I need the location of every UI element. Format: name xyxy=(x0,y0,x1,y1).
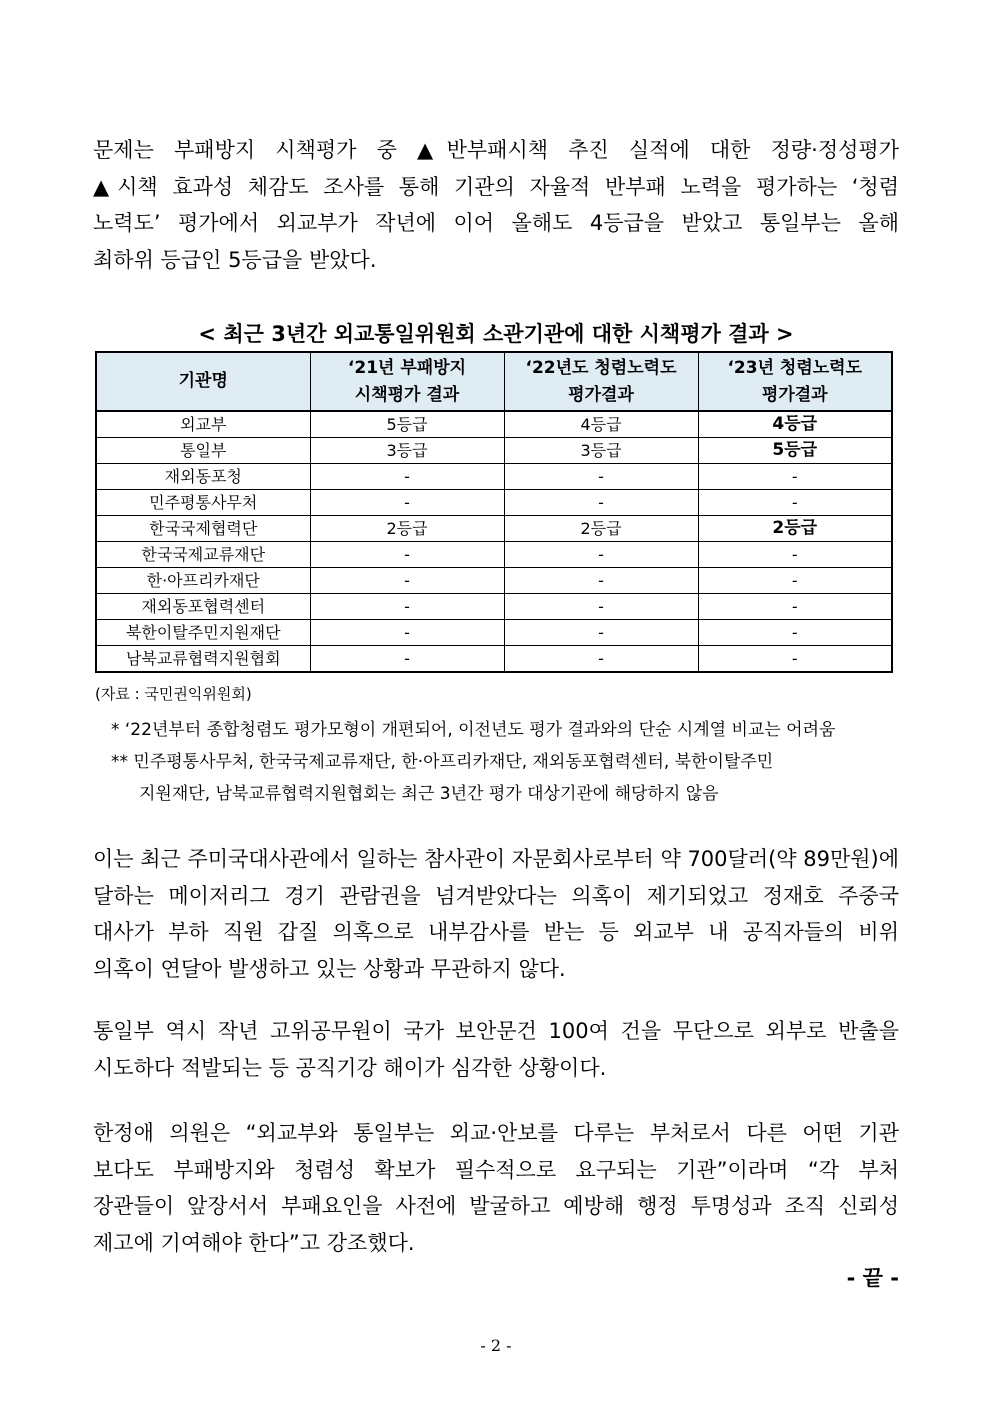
cell-2021: - xyxy=(310,646,504,673)
paragraph-1-line: ▲시책 효과성 체감도 조사를 통해 기관의 자율적 반부패 노력을 평가하는 ‘청렴 xyxy=(93,174,899,199)
table-row xyxy=(96,516,892,542)
cell-institution: 통일부 xyxy=(96,438,310,464)
paragraph-4-line: 한정애 의원은 “외교부와 통일부는 외교·안보를 다루는 부처로서 다른 어떤 기관 xyxy=(93,1121,899,1145)
cell-2023: 2등급 xyxy=(698,516,892,542)
table-row xyxy=(96,594,892,620)
cell-2021: - xyxy=(310,490,504,516)
table-note-2-line2: 지원재단, 남북교류협력지원협회는 최근 3년간 평가 대상기관에 해당하지 않음 xyxy=(139,784,719,804)
paragraph-1 xyxy=(93,132,899,278)
table-row xyxy=(96,438,892,464)
cell-2022: - xyxy=(504,490,698,516)
table-source: (자료 : 국민권익위원회) xyxy=(95,685,252,703)
paragraph-4-line: 장관들이 앞장서서 부패요인을 사전에 발굴하고 예방해 행정 투명성과 조직 신뢰성 xyxy=(93,1194,899,1218)
cell-2023: 4등급 xyxy=(698,411,892,438)
table-row xyxy=(96,620,892,646)
table-row xyxy=(96,542,892,568)
cell-2022: 3등급 xyxy=(504,438,698,464)
header-2022-line1: ‘22년도 청렴노력도 xyxy=(525,357,677,378)
paragraph-3-line: 통일부 역시 작년 고위공무원이 국가 보안문건 100여 건을 무단으로 외부로 반출을 xyxy=(93,1019,899,1043)
cell-2021: 3등급 xyxy=(310,438,504,464)
paragraph-1-line: 문제는 부패방지 시책평가 중 ▲반부패시책 추진 실적에 대한 정량·정성평가 xyxy=(93,138,899,162)
table-row xyxy=(96,646,892,673)
paragraph-2 xyxy=(93,841,899,987)
paragraph-4-line: 제고에 기여해야 한다”고 강조했다. xyxy=(93,1230,415,1255)
paragraph-1-line: 최하위 등급인 5등급을 받았다. xyxy=(93,247,377,272)
header-2021-line1: ‘21년 부패방지 xyxy=(347,357,467,378)
cell-2021: - xyxy=(310,620,504,646)
cell-2022: - xyxy=(504,464,698,490)
evaluation-table xyxy=(95,351,893,673)
table-header-row xyxy=(96,352,892,411)
cell-2023: - xyxy=(698,568,892,594)
cell-2021: 2등급 xyxy=(310,516,504,542)
header-2023 xyxy=(698,352,892,411)
paragraph-2-line: 의혹이 연달아 발생하고 있는 상황과 무관하지 않다. xyxy=(93,956,566,981)
paragraph-4 xyxy=(93,1115,899,1261)
cell-institution: 재외동포협력센터 xyxy=(96,594,310,620)
cell-institution: 재외동포청 xyxy=(96,464,310,490)
table-row xyxy=(96,568,892,594)
paragraph-1-line: 노력도’ 평가에서 외교부가 작년에 이어 올해도 4등급을 받았고 통일부는 올해 xyxy=(93,211,899,235)
table-row xyxy=(96,464,892,490)
cell-institution: 북한이탈주민지원재단 xyxy=(96,620,310,646)
paragraph-3 xyxy=(93,1013,899,1086)
cell-2021: - xyxy=(310,464,504,490)
cell-2022: - xyxy=(504,542,698,568)
cell-institution: 한국국제협력단 xyxy=(96,516,310,542)
cell-2022: - xyxy=(504,620,698,646)
cell-institution: 외교부 xyxy=(96,411,310,438)
table-row xyxy=(96,411,892,438)
header-2023-line2: 평가결과 xyxy=(761,384,828,405)
paragraph-4-line: 보다도 부패방지와 청렴성 확보가 필수적으로 요구되는 기관”이라며 “각 부처 xyxy=(93,1157,899,1182)
table-note-1: * ‘22년부터 종합청렴도 평가모형이 개편되어, 이전년도 평가 결과와의 단순 시계열 비교는 어려움 xyxy=(111,720,836,740)
cell-2021: 5등급 xyxy=(310,411,504,438)
cell-2023: - xyxy=(698,594,892,620)
paragraph-2-line: 달하는 메이저리그 경기 관람권을 넘겨받았다는 의혹이 제기되었고 정재호 주중국 xyxy=(93,883,899,908)
cell-2022: - xyxy=(504,646,698,673)
cell-2023: - xyxy=(698,490,892,516)
cell-2023: - xyxy=(698,646,892,673)
cell-2023: - xyxy=(698,620,892,646)
cell-2021: - xyxy=(310,568,504,594)
cell-2022: - xyxy=(504,568,698,594)
paragraph-3-line: 시도하다 적발되는 등 공직기강 해이가 심각한 상황이다. xyxy=(93,1055,607,1080)
header-2022-line2: 평가결과 xyxy=(568,384,634,405)
paragraph-2-line: 대사가 부하 직원 갑질 의혹으로 내부감사를 받는 등 외교부 내 공직자들의 비위 xyxy=(93,920,899,944)
cell-2021: - xyxy=(310,542,504,568)
cell-2022: 4등급 xyxy=(504,411,698,438)
cell-2023: - xyxy=(698,542,892,568)
cell-institution: 남북교류협력지원협회 xyxy=(96,646,310,673)
cell-2021: - xyxy=(310,594,504,620)
header-2023-line1: ‘23년 청렴노력도 xyxy=(727,357,863,378)
cell-2022: 2등급 xyxy=(504,516,698,542)
page-number: - 2 - xyxy=(480,1336,512,1355)
header-2022 xyxy=(504,352,698,411)
table-caption: < 최근 3년간 외교통일위원회 소관기관에 대한 시책평가 결과 > xyxy=(198,322,794,346)
header-institution: 기관명 xyxy=(96,352,310,411)
cell-institution: 민주평통사무처 xyxy=(96,490,310,516)
table-row xyxy=(96,490,892,516)
end-mark: - 끝 - xyxy=(846,1266,899,1290)
cell-2022: - xyxy=(504,594,698,620)
header-2021 xyxy=(310,352,504,411)
cell-institution: 한·아프리카재단 xyxy=(96,568,310,594)
table-note-2-line1: ** 민주평통사무처, 한국국제교류재단, 한·아프리카재단, 재외동포협력센터, 북한이탈주민 xyxy=(111,752,774,772)
paragraph-2-line: 이는 최근 주미국대사관에서 일하는 참사관이 자문회사로부터 약 700달러(약 89만원)에 xyxy=(93,847,900,871)
header-2021-line2: 시책평가 결과 xyxy=(354,384,460,405)
cell-2023: 5등급 xyxy=(698,438,892,464)
cell-2023: - xyxy=(698,464,892,490)
cell-institution: 한국국제교류재단 xyxy=(96,542,310,568)
